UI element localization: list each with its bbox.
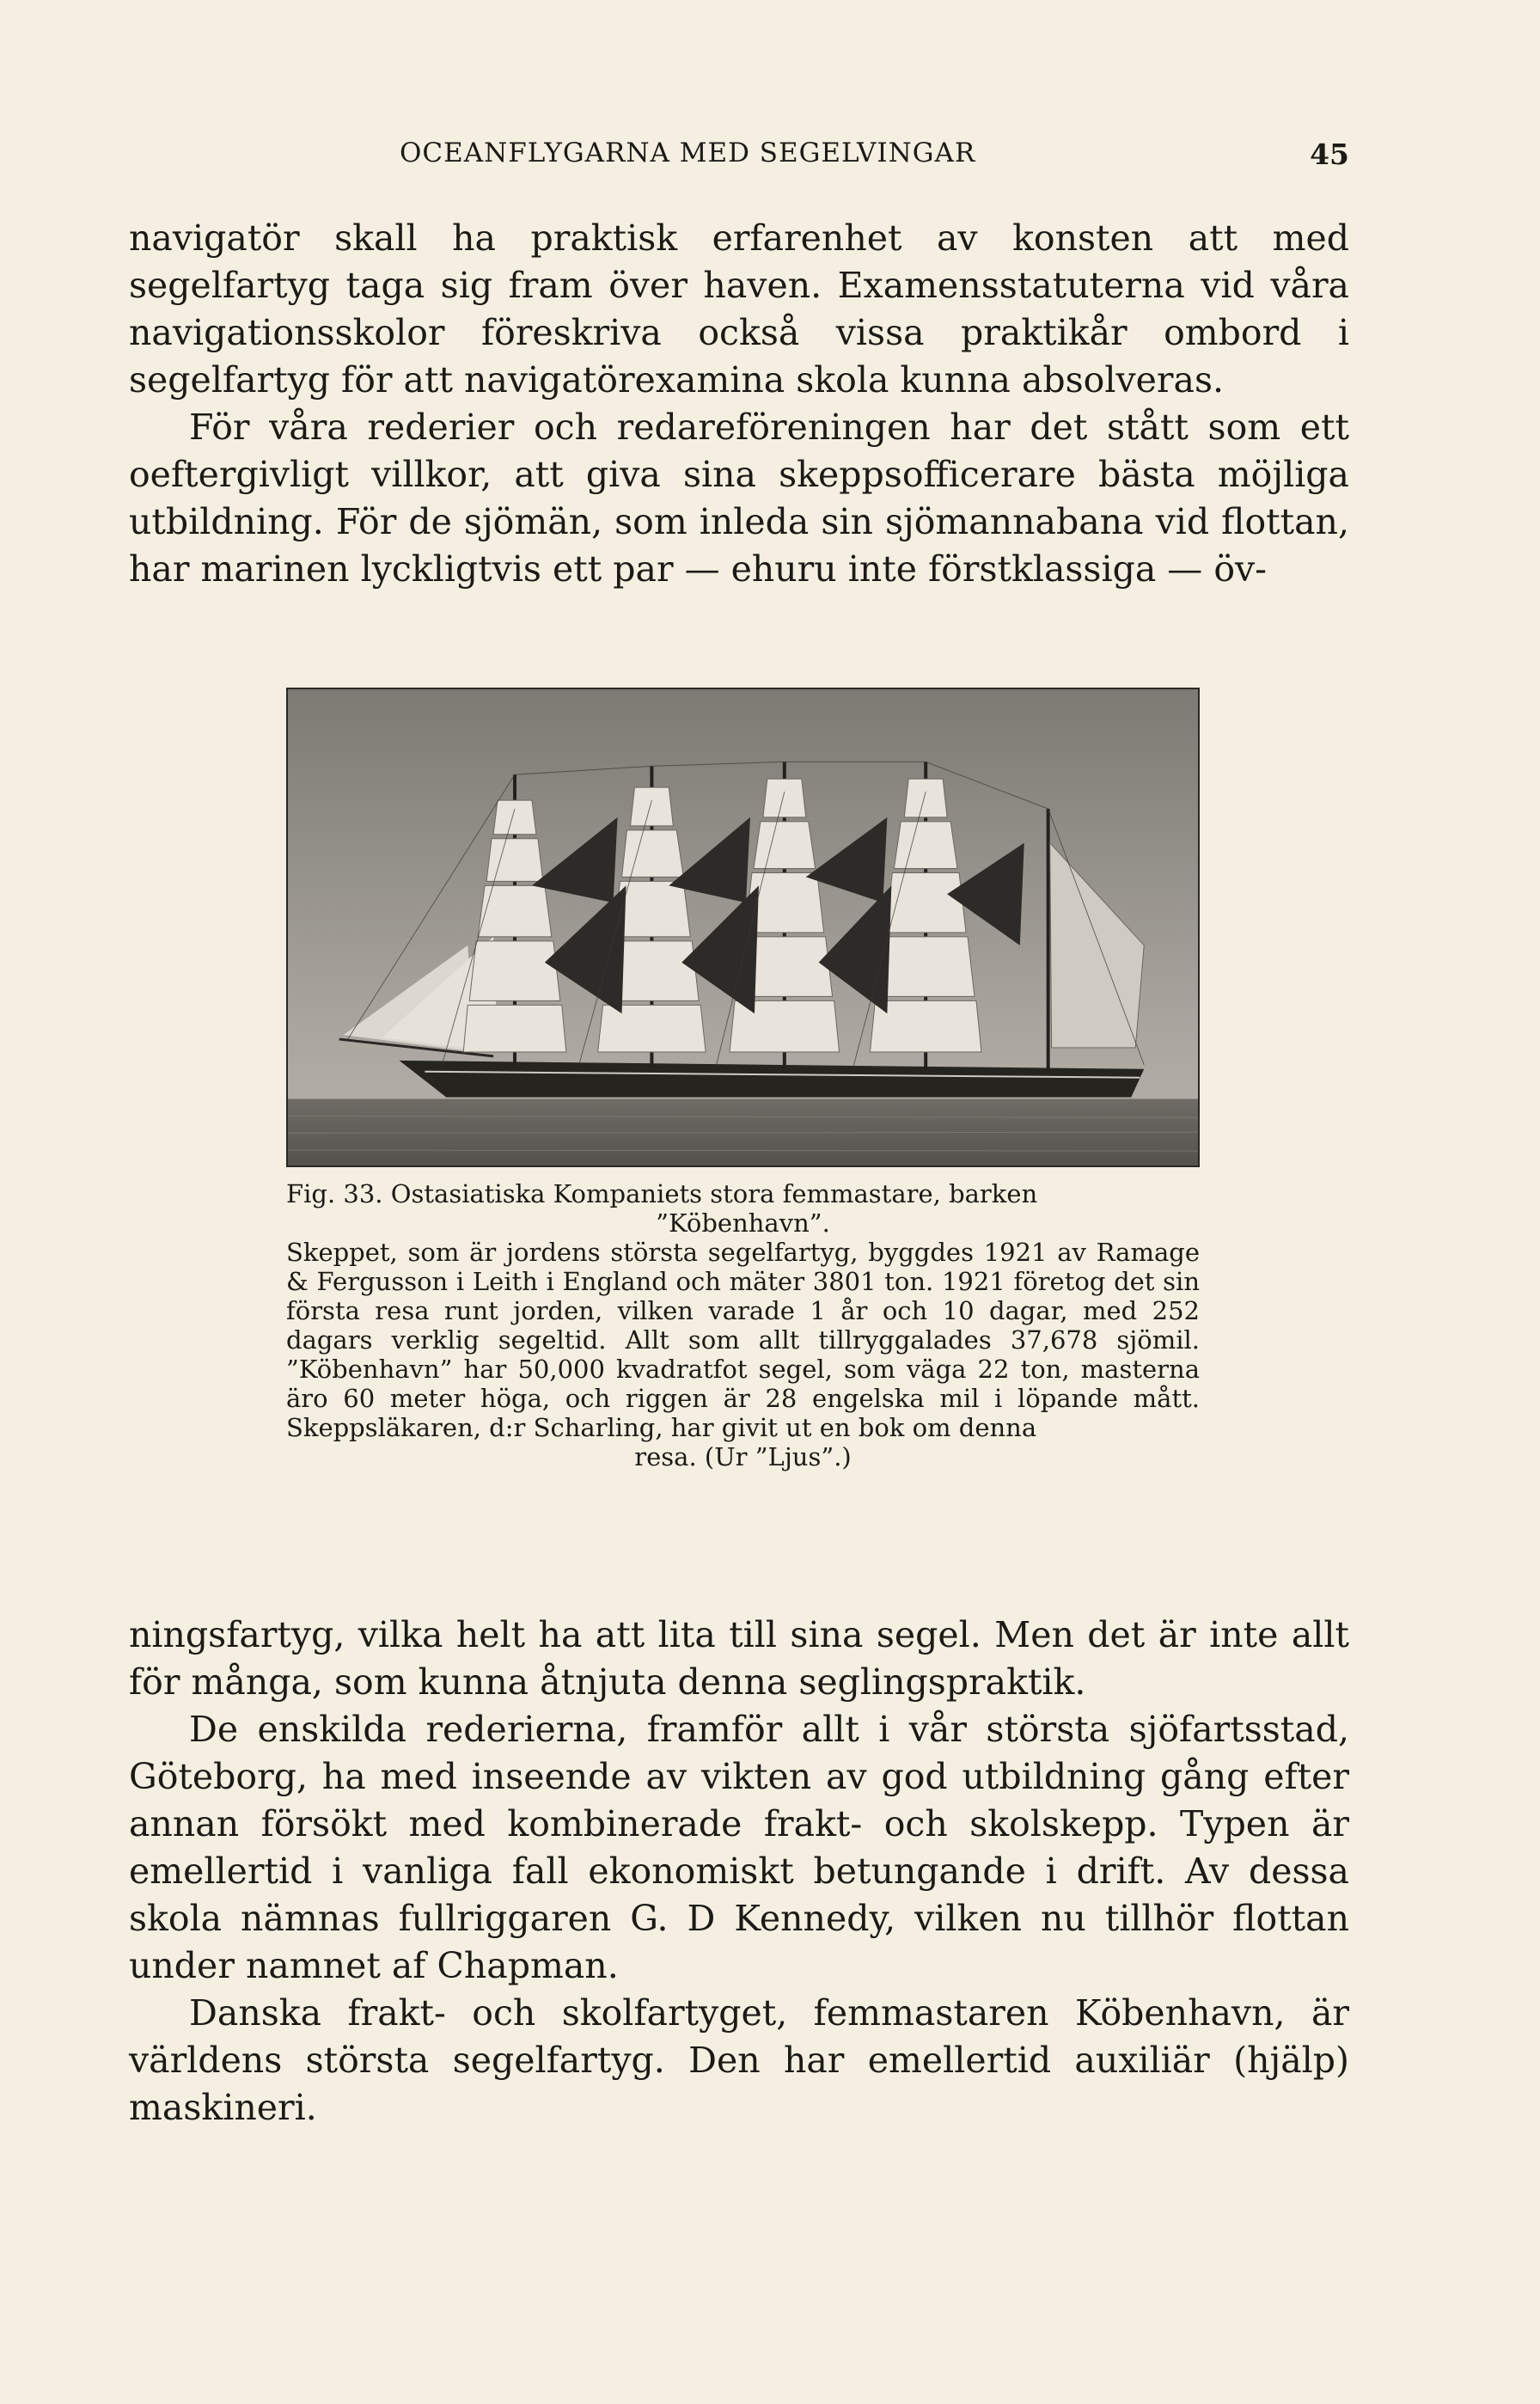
caption-body: Skeppet, som är jordens största segelfartyg, byggdes 1921 av Ramage & Fergusson i Leith i England och mäter 3801 ton. 1921 företog det sin första resa runt jorden, vilken varade 1 år och 10 dagar, med 252 dagars verklig segeltid. Allt som allt tillryggalades 37,678 sjömil. ”Köbenhavn” har 50,000 kvadratfot segel, som väga 22 ton, masterna äro 60 meter höga, och riggen är 28 engelska mil i löpande mått. Skeppsläkaren, d:r Scharling, har givit ut en bok om denna — [286, 1238, 1200, 1442]
body-text-bottom — [129, 1612, 1349, 2132]
ship-photograph — [286, 688, 1200, 1167]
paragraph: För våra rederier och redareföreningen har det stått som ett oeftergivligt villkor, att giva sina skeppsofficerare bästa möjliga utbildning. För de sjömän, som inleda sin sjömannabana vid flottan, har marinen lyckligtvis ett par — ehuru inte förstklassiga — öv- — [129, 407, 1349, 590]
caption-source: resa. (Ur ”Ljus”.) — [634, 1442, 852, 1471]
paragraph: navigatör skall ha praktisk erfarenhet av konsten att med segelfartyg taga sig fram över haven. Examensstatuterna vid våra navigationsskolor föreskriva också vissa praktikår ombord i segelfartyg för att navigatörexamina skola kunna absolveras. — [129, 217, 1349, 401]
body-text-top — [129, 215, 1349, 593]
sailing-ship-illustration — [288, 689, 1198, 1165]
figure-caption — [286, 1179, 1200, 1471]
paragraph: De enskilda rederierna, framför allt i vår största sjöfartsstad, Göteborg, ha med inseende av vikten av god utbildning gång efter annan försökt med kombinerade frakt- och skolskepp. Typen är emellertid i vanliga fall ekonomiskt betungande i drift. Av dessa skola nämnas fullriggaren G. D Kennedy, vilken nu tillhör flottan under namnet af Chapman. — [129, 1709, 1349, 1986]
paragraph: ningsfartyg, vilka helt ha att lita till sina segel. Men det är inte allt för många, som kunna åtnjuta denna seglingspraktik. — [129, 1614, 1349, 1703]
running-head — [129, 138, 1349, 180]
page-number: 45 — [1310, 138, 1349, 171]
caption-ship-name: ”Köbenhavn”. — [656, 1208, 830, 1238]
caption-title: Fig. 33. Ostasiatiska Kompaniets stora femmastare, barken — [286, 1179, 1038, 1208]
running-title: OCEANFLYGARNA MED SEGELVINGAR — [400, 138, 976, 168]
paragraph: Danska frakt- och skolfartyget, femmastaren Köbenhavn, är världens största segelfartyg. Den har emellertid auxiliär (hjälp) maskineri. — [129, 1992, 1349, 2128]
